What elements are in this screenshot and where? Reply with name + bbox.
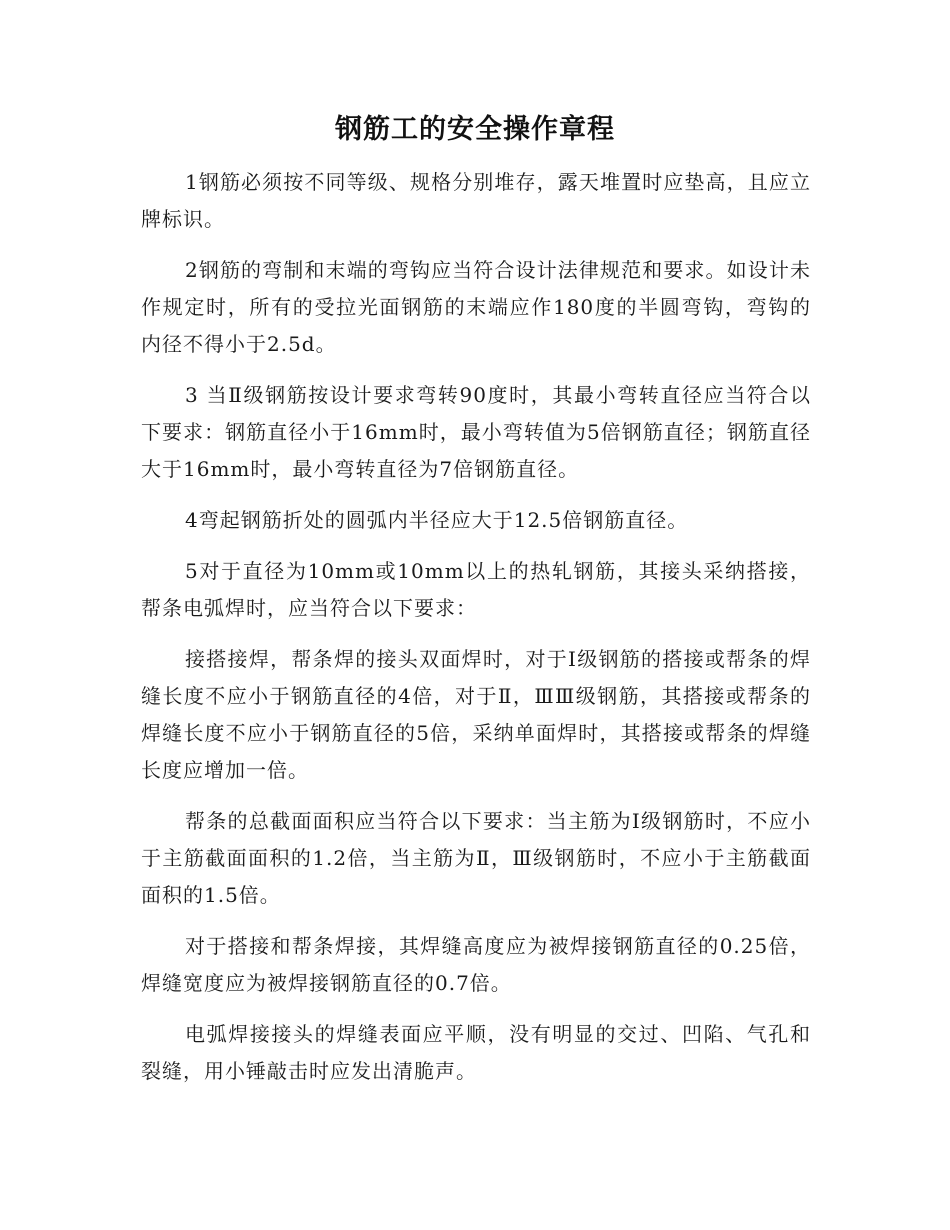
paragraph-5: 5对于直径为10mm或10mm以上的热轧钢筋，其接头采纳搭接，帮条电弧焊时，应当符合以下要求：	[141, 559, 811, 620]
paragraph-4: 4弯起钢筋折处的圆弧内半径应大于12.5倍钢筋直径。	[185, 508, 689, 532]
paragraph-1: 1钢筋必须按不同等级、规格分别堆存，露天堆置时应垫高，且应立牌标识。	[141, 170, 811, 231]
paragraph-6: 接搭接焊，帮条焊的接头双面焊时，对于Ⅰ级钢筋的搭接或帮条的焊缝长度不应小于钢筋直径的4倍，对于Ⅱ，ⅢⅢ级钢筋，其搭接或帮条的焊缝长度不应小于钢筋直径的5倍，采纳单面焊时，其搭接或帮条的焊缝长度应增加一倍。	[141, 647, 811, 782]
paragraph-8: 对于搭接和帮条焊接，其焊缝高度应为被焊接钢筋直径的0.25倍，焊缝宽度应为被焊接钢筋直径的0.7倍。	[141, 934, 811, 995]
paragraph-2: 2钢筋的弯制和末端的弯钩应当符合设计法律规范和要求。如设计未作规定时，所有的受拉光面钢筋的末端应作180度的半圆弯钩，弯钩的内径不得小于2.5d。	[141, 258, 811, 356]
paragraph-7: 帮条的总截面面积应当符合以下要求：当主筋为Ⅰ级钢筋时，不应小于主筋截面面积的1.2倍，当主筋为Ⅱ，Ⅲ级钢筋时，不应小于主筋截面面积的1.5倍。	[141, 809, 811, 907]
document-title: 钢筋工的安全操作章程	[335, 114, 615, 145]
paragraph-3: 3 当Ⅱ级钢筋按设计要求弯转90度时，其最小弯转直径应当符合以下要求：钢筋直径小于16mm时，最小弯转值为5倍钢筋直径；钢筋直径大于16mm时，最小弯转直径为7倍钢筋直径。	[141, 383, 811, 481]
paragraph-9: 电弧焊接接头的焊缝表面应平顺，没有明显的交过、凹陷、气孔和裂缝，用小锤敲击时应发出清脆声。	[141, 1022, 811, 1083]
document-body	[141, 164, 811, 1104]
